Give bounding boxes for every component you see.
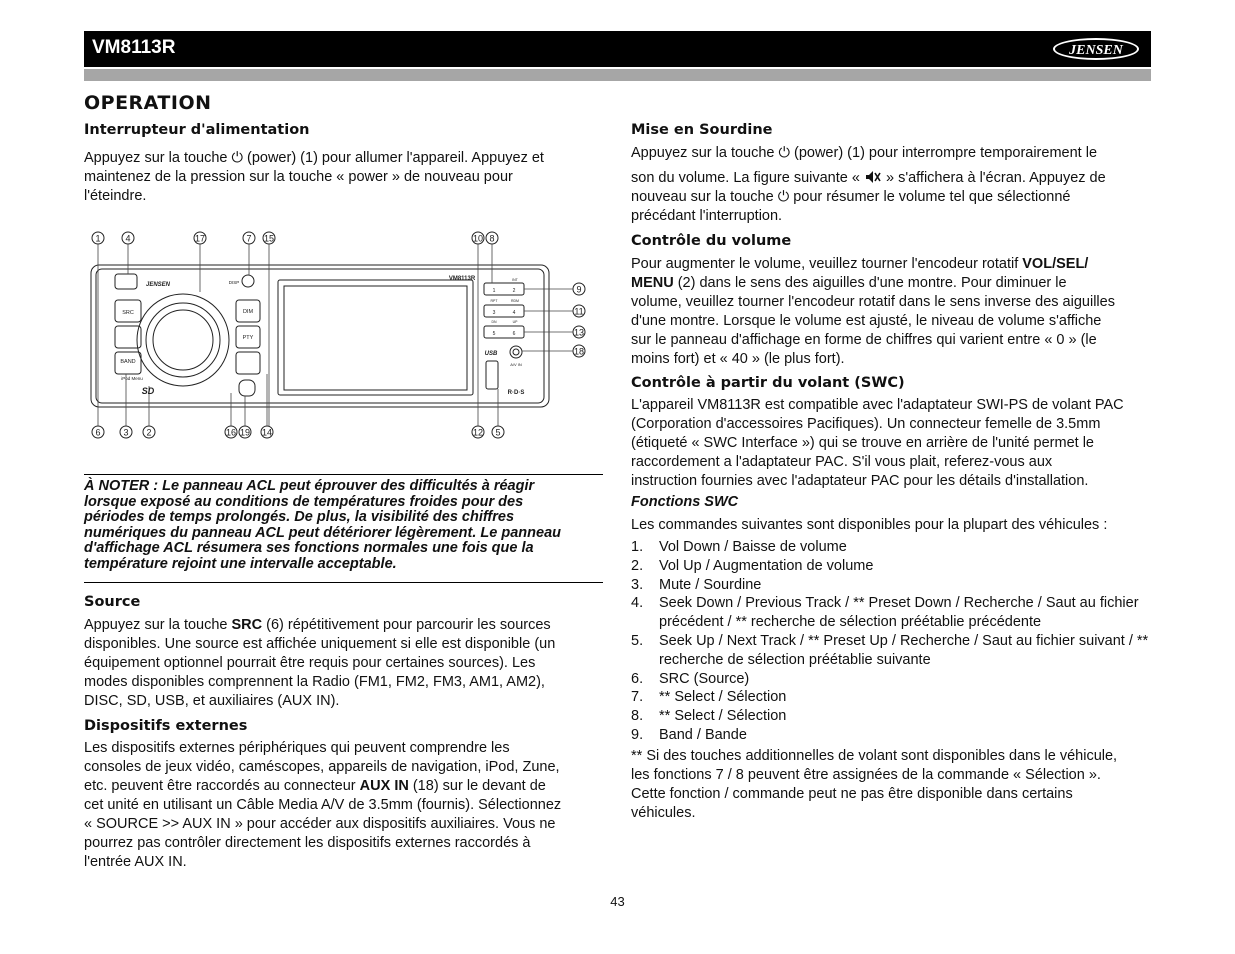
swc-function-list <box>631 538 1151 745</box>
list-item <box>631 707 1151 726</box>
list-number: 7. <box>631 689 644 706</box>
note-line: d'affichage ACL résumera ses fonctions normales une fois que la <box>84 540 534 556</box>
list-item <box>631 538 1151 557</box>
jensen-logo: JENSEN <box>1053 38 1139 60</box>
svg-text:6: 6 <box>95 427 101 438</box>
front-panel-diagram <box>86 228 596 448</box>
volume-line: sur le panneau d'affichage en forme de chiffres qui varient entre « 0 » (le <box>631 332 1097 348</box>
list-number: 8. <box>631 708 644 725</box>
volume-heading: Contrôle du volume <box>631 233 792 249</box>
note-line: À NOTER : Le panneau ACL peut éprouver des difficultés à réagir <box>84 478 535 494</box>
external-line: l'entrée AUX IN. <box>84 854 187 870</box>
svg-text:RPT: RPT <box>490 299 498 303</box>
note-line: périodes de temps prolongés. De plus, la visibilité des chiffres <box>84 509 515 525</box>
mute-line: nouveau sur la touche ⏻ pour résumer le volume tel que sélectionné <box>631 189 1071 205</box>
svg-text:DIM: DIM <box>242 309 254 315</box>
list-item <box>631 670 1151 689</box>
swc-line: instruction fournies avec l'adaptateur PAC pour les détails d'installation. <box>631 473 1089 489</box>
svg-text:A/V IN: A/V IN <box>510 362 522 367</box>
svg-text:14: 14 <box>261 427 273 438</box>
svg-text:5: 5 <box>495 427 501 438</box>
aux-in-key: AUX IN <box>359 778 409 794</box>
footnote-line: véhicules. <box>631 805 696 821</box>
list-text: Vol Up / Augmentation de volume <box>659 557 874 574</box>
list-number: 1. <box>631 539 644 555</box>
swc-line: raccordement a l'adaptateur PAC. S'il vous plait, referez-vous aux <box>631 454 1053 470</box>
svg-text:2: 2 <box>512 288 516 294</box>
list-text: SRC (Source) <box>659 670 750 687</box>
svg-text:INT: INT <box>512 278 518 282</box>
header-rule <box>84 69 1151 81</box>
source-line: équipement optionnel pourrait être requis pour certaines sources). Les <box>84 655 536 671</box>
mute-text-run: » s'affichera à l'écran. Appuyez de <box>881 170 1106 186</box>
volume-text-run: Pour augmenter le volume, veuillez tourner l'encodeur rotatif <box>631 256 1023 272</box>
swc-heading: Contrôle à partir du volant (SWC) <box>631 375 905 391</box>
svg-text:R·D·S: R·D·S <box>507 390 525 396</box>
svg-text:10: 10 <box>472 233 484 244</box>
volume-line: moins fort) et « 40 » (le plus fort). <box>631 351 845 367</box>
list-item <box>631 632 1151 670</box>
external-text-run: (18) sur le devant de <box>408 778 546 794</box>
svg-text:JENSEN: JENSEN <box>145 282 171 288</box>
list-item <box>631 726 1151 745</box>
lcd-note <box>84 474 603 583</box>
list-number: 4. <box>631 595 644 612</box>
list-text: Band / Bande <box>659 726 747 743</box>
list-item <box>631 688 1151 707</box>
external-line: pourrez pas contrôler directement les dispositifs externes raccordés à <box>84 835 531 851</box>
page-header <box>84 31 1151 67</box>
source-line: disponibles. Une source est affichée uniquement si elle est disponible (un <box>84 636 556 652</box>
list-number: 9. <box>631 726 644 743</box>
source-text <box>84 616 555 711</box>
svg-text:2: 2 <box>146 427 152 438</box>
svg-text:9: 9 <box>576 284 582 295</box>
list-text: Mute / Sourdine <box>659 576 762 593</box>
svg-text:USB: USB <box>484 351 498 357</box>
section-title: OPERATION <box>84 92 212 114</box>
source-heading: Source <box>84 594 141 610</box>
svg-text:5: 5 <box>492 331 496 337</box>
svg-text:3: 3 <box>123 427 129 438</box>
svg-text:DISP: DISP <box>228 280 240 285</box>
source-text-run: Appuyez sur la touche <box>84 617 232 633</box>
swc-subheading: Fonctions SWC <box>631 494 739 510</box>
power-text <box>84 149 544 206</box>
mute-line: précédant l'interruption. <box>631 208 783 224</box>
mute-text-run: son du volume. La figure suivante « <box>631 170 864 186</box>
svg-text:11: 11 <box>574 306 584 317</box>
list-item <box>631 576 1151 595</box>
volume-text <box>631 255 1115 369</box>
list-text: Seek Up / Next Track / ** Preset Up / Recherche / Saut au fichier suivant / ** recherche de sélection préétablie suivante <box>659 632 1149 668</box>
list-number: 6. <box>631 670 644 687</box>
note-line: lorsque exposé au conditions de températures froides pour des <box>84 493 524 510</box>
menu-key: MENU <box>631 275 674 291</box>
svg-text:4: 4 <box>125 233 131 244</box>
external-line: Les dispositifs externes périphériques qui peuvent comprendre les <box>84 740 510 756</box>
mute-speaker-icon <box>864 170 882 184</box>
list-number: 2. <box>631 557 644 574</box>
list-text: Vol Down / Baisse de volume <box>659 539 847 555</box>
source-line: modes disponibles comprennent la Radio (FM1, FM2, FM3, AM1, AM2), <box>84 674 545 690</box>
svg-text:BAND: BAND <box>120 359 136 365</box>
external-text-run: etc. peuvent être raccordés au connecteur <box>84 778 360 794</box>
svg-text:SD: SD <box>141 386 155 396</box>
svg-text:UP: UP <box>512 320 518 324</box>
mute-text-2 <box>631 169 1106 226</box>
external-line: « SOURCE >> AUX IN » pour accéder aux dispositifs auxiliaires. Vous ne <box>84 816 556 832</box>
page-number: 43 <box>610 894 625 909</box>
external-line: consoles de jeux vidéo, caméscopes, appareils de navigation, iPod, Zune, <box>84 759 560 775</box>
svg-text:19: 19 <box>239 427 251 438</box>
note-line: température rejoint une intervalle acceptable. <box>84 555 397 572</box>
src-key: SRC <box>231 617 263 633</box>
source-text-run: (6) répétitivement pour parcourir les sources <box>262 617 551 633</box>
list-number: 5. <box>631 632 644 649</box>
external-text <box>84 739 561 872</box>
note-line: numériques du panneau ACL peut détériorer légèrement. Le panneau <box>84 524 561 541</box>
volume-text-run: (2) dans le sens des aiguilles d'une montre. Pour diminuer le <box>673 275 1067 291</box>
swc-intro: Les commandes suivantes sont disponibles pour la plupart des véhicules : <box>631 517 1108 533</box>
volume-line: volume, veuillez tourner l'encodeur rotatif dans le sens inverse des aiguilles <box>631 294 1115 310</box>
svg-text:PTY: PTY <box>242 335 254 341</box>
footnote-line: ** Si des touches additionnelles de volant sont disponibles dans le véhicule, <box>631 748 1118 764</box>
svg-text:1: 1 <box>492 288 496 294</box>
list-text: ** Select / Sélection <box>659 689 787 706</box>
svg-text:15: 15 <box>263 233 275 244</box>
svg-text:DN: DN <box>491 320 497 324</box>
svg-text:8: 8 <box>489 233 495 244</box>
footnote-line: Cette fonction / commande peut ne pas être disponible dans certains <box>631 786 1073 802</box>
list-text: Seek Down / Previous Track / ** Preset Down / Recherche / Saut au fichier précédent / ** recherche de sélection préétablie précédente <box>659 595 1139 631</box>
external-line: cet unité en utilisant un Câble Media A/V de 3.5mm (fournis). Sélectionnez <box>84 797 562 813</box>
list-number: 3. <box>631 576 644 593</box>
swc-line: L'appareil VM8113R est compatible avec l'adaptateur SWI-PS de volant PAC <box>631 397 1124 413</box>
external-heading: Dispositifs externes <box>84 718 248 734</box>
power-line: maintenez de la pression sur la touche « power » de nouveau pour <box>84 169 513 185</box>
mute-line: Appuyez sur la touche ⏻ (power) (1) pour interrompre temporairement le <box>631 145 1098 161</box>
source-line: DISC, SD, USB, et auxiliaires (AUX IN). <box>84 693 340 709</box>
svg-text:1: 1 <box>95 233 101 244</box>
volume-line: d'une montre. Lorsque le volume est ajusté, le niveau de volume s'affiche <box>631 313 1102 329</box>
svg-text:RDM: RDM <box>511 299 519 303</box>
vol-sel-key: VOL/SEL/ <box>1022 256 1089 272</box>
model-name: VM8113R <box>92 37 176 58</box>
svg-text:7: 7 <box>246 233 252 244</box>
swc-text <box>631 396 1124 491</box>
svg-text:iPod Menu: iPod Menu <box>121 376 143 381</box>
swc-footnote <box>631 747 1117 823</box>
callout-top <box>92 232 498 244</box>
footnote-line: les fonctions 7 / 8 peuvent être assignées de la commande « Sélection ». <box>631 767 1101 783</box>
svg-text:16: 16 <box>225 427 237 438</box>
svg-text:12: 12 <box>472 427 484 438</box>
list-item <box>631 594 1151 632</box>
swc-line: (Corporation d'accessoires Pacifiques). Un connecteur femelle de 3.5mm <box>631 416 1101 432</box>
svg-text:13: 13 <box>573 327 585 338</box>
swc-line: (étiqueté « SWC Interface ») qui se trouve en arrière de l'unité permet le <box>631 435 1094 451</box>
power-line: l'éteindre. <box>84 188 147 204</box>
list-item <box>631 557 1151 576</box>
svg-text:6: 6 <box>512 331 516 337</box>
list-text: ** Select / Sélection <box>659 708 787 725</box>
mute-text <box>631 144 1097 163</box>
power-heading: Interrupteur d'alimentation <box>84 122 310 138</box>
svg-text:4: 4 <box>512 310 516 316</box>
svg-text:3: 3 <box>492 310 496 316</box>
svg-text:17: 17 <box>194 233 206 244</box>
svg-text:SRC: SRC <box>122 310 134 316</box>
mute-heading: Mise en Sourdine <box>631 122 773 138</box>
svg-text:18: 18 <box>573 346 585 357</box>
svg-text:VM8113R: VM8113R <box>448 276 476 282</box>
power-line: Appuyez sur la touche ⏻ (power) (1) pour allumer l'appareil. Appuyez et <box>84 150 544 166</box>
